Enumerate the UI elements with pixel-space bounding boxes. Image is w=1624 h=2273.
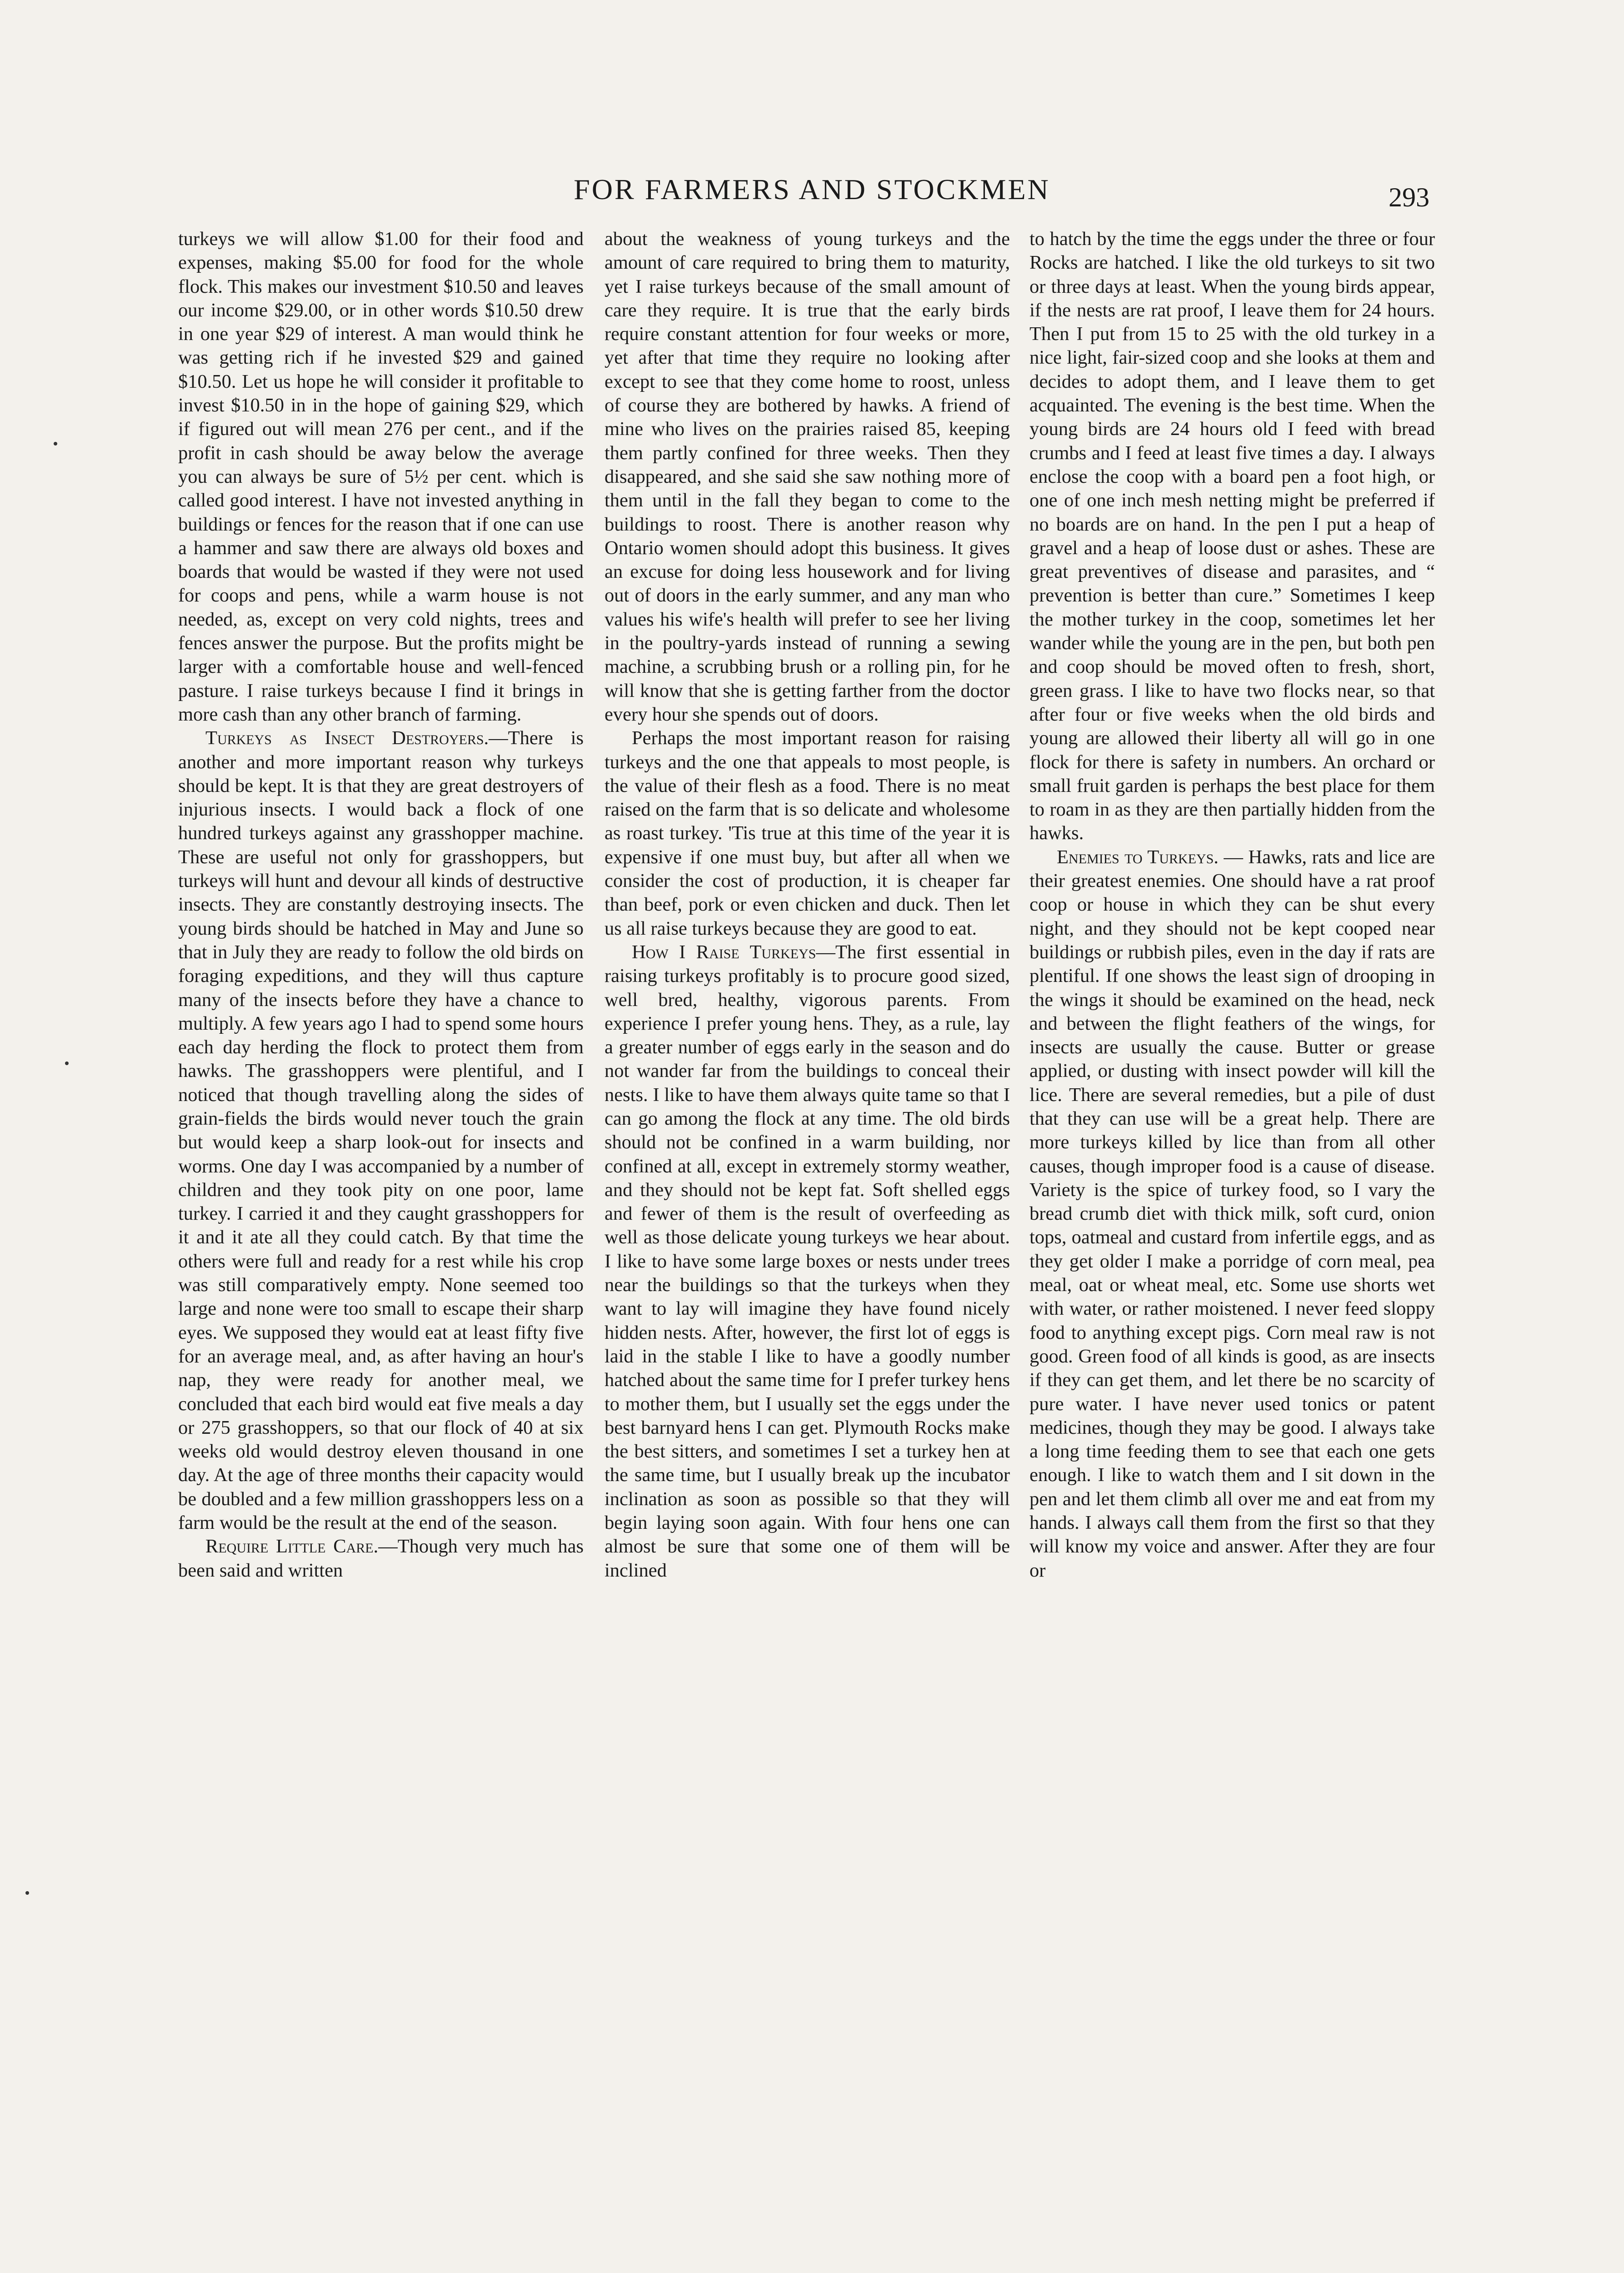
paragraph-text: —The first essential in raising turkeys profitably is to procure good sized, well bred, healthy, vigorous parents. From experience I prefer young hens. They, as a rule, lay a greater number of eggs early in the season and do not wander far from the buildings to conceal their nests. I like to have them always quite tame so that I can go among the flock at any time. The old birds should not be confined in a warm building, nor confined at all, except in extremely stormy weather, and they should not be kept fat. Soft shelled eggs and fewer of them is the result of overfeeding as well as those delicate young turkeys we hear about. I like to have some large boxes or nests under trees near the buildings so that the turkeys when they want to lay will imagine they have found nicely hidden nests. After, however, the first lot of eggs is laid in the stable I like to have a goodly number hatched about the same time for I prefer turkey hens to mother them, but I usually set the eggs under the best barnyard hens I can get. Plymouth Rocks make the best sitters, and sometimes I set a turkey hen at the same time, but I usually break up the incubator inclination as soon as possible so that they will begin laying soon again. With four hens one can almost be sure that some one of them will be inclined	[605, 941, 1010, 1581]
paragraph	[178, 227, 584, 726]
paragraph	[605, 227, 1010, 726]
paragraph	[1029, 846, 1435, 1582]
paragraph	[605, 941, 1010, 1582]
paragraph	[605, 726, 1010, 941]
text-column-2	[605, 227, 1010, 2218]
paragraph-text: —There is another and more important reason why turkeys should be kept. It is that they are great destroyers of injurious insects. I would back a flock of one hundred turkeys against any grasshopper machine. These are useful not only for grasshoppers, but turkeys will hunt and devour all kinds of destructive insects. They are constantly destroying insects. The young birds should be hatched in May and June so that in July they are ready to follow the old birds on foraging expeditions, and they will thus capture many of the insects before they have a chance to multiply. A few years ago I had to spend some hours each day herding the flock to protect them from hawks. The grasshoppers were plentiful, and I noticed that though travelling along the sides of grain-fields the birds would never touch the grain but would keep a sharp look-out for insects and worms. One day I was accompanied by a number of children and they took pity on one poor, lame turkey. I carried it and they caught grasshoppers for it and it ate all they could catch. By that time the others were full and ready for a rest while his crop was still comparatively empty. None seemed too large and none were too small to escape their sharp eyes. We supposed they would eat at least fifty five for an average meal, and, as after having an hour's nap, they were ready for another meal, we concluded that each bird would eat five meals a day or 275 grasshoppers, so that our flock of 40 at six weeks old would destroy eleven thousand in one day. At the age of three months their capacity would be doubled and a few million grasshoppers less on a farm would be the result at the end of the season.	[178, 727, 584, 1534]
page-number: 293	[1389, 182, 1429, 212]
paragraph-text: — Hawks, rats and lice are their greatest enemies. One should have a rat proof coop or house in which they can be shut every night, and they should not be kept cooped near buildings or rubbish piles, even in the day if rats are plentiful. If one shows the least sign of drooping in the wings it should be examined on the head, neck and between the flight feathers of the wings, for insects are usually the cause. Butter or grease applied, or dusting with insect powder will kill the lice. There are several remedies, but a pile of dust that they can use will be a great help. There are more turkeys killed by lice than from all other causes, though improper food is a cause of disease. Variety is the spice of turkey food, so I vary the bread crumb diet with thick milk, soft curd, onion tops, oatmeal and custard from infertile eggs, and as they get older I make a porridge of corn meal, pea meal, oat or wheat meal, etc. Some use shorts wet with water, or rather moistened. I never feed sloppy food to anything except pigs. Corn meal raw is not good. Green food of all kinds is good, as are insects if they can get them, and let there be no scarcity of pure water. I have never used tonics or patent medicines, though they may be good. I always take a long time feeding them to see that each one gets enough. I like to watch them and I sit down in the pen and let them climb all over me and eat from my hands. I always call them from the first so that they will know my voice and answer. After they are four or	[1029, 846, 1435, 1581]
section-heading: Turkeys as Insect Destroyers.	[205, 727, 489, 749]
scan-speck	[25, 1891, 29, 1895]
text-column-1	[178, 227, 584, 2218]
paragraph	[178, 726, 584, 1535]
paragraph-text: Perhaps the most important reason for raising turkeys and the one that appeals to most people, is the value of their flesh as a food. There is no meat raised on the farm that is so delicate and wholesome as roast turkey. 'Tis true at this time of the year it is expensive if one must buy, but after all when we consider the cost of production, it is cheaper far than beef, pork or even chicken and duck. Then let us all raise turkeys because they are good to eat.	[605, 727, 1010, 939]
paragraph-text: —Though very much has been said and written	[178, 1536, 584, 1581]
paragraph	[1029, 227, 1435, 846]
section-heading: Require Little Care.	[205, 1536, 379, 1557]
section-heading: How I Raise Turkeys	[632, 941, 816, 963]
text-column-3	[1029, 227, 1435, 2218]
scan-speck	[54, 442, 57, 446]
paragraph	[178, 1535, 584, 1582]
scan-speck	[65, 1061, 69, 1065]
paragraph-text: to hatch by the time the eggs under the three or four Rocks are hatched. I like the old turkeys to sit two or three days at least. When the young birds appear, if the nests are rat proof, I leave them for 24 hours. Then I put from 15 to 25 with the old turkey in a nice light, fair-sized coop and she looks at them and decides to adopt them, and I leave them to get acquainted. The evening is the best time. When the young birds are 24 hours old I feed with bread crumbs and I feed at least five times a day. I always enclose the coop with a board pen a foot high, or one of one inch mesh netting might be preferred if no boards are on hand. In the pen I put a heap of gravel and a heap of loose dust or ashes. These are great preventives of disease and parasites, and “ prevention is better than cure.” Sometimes I keep the mother turkey in the coop, sometimes let her wander while the young are in the pen, but both pen and coop should be moved often to fresh, short, green grass. I like to have two flocks near, so that after four or five weeks when the old birds and young are allowed their liberty all will go in one flock for there is safety in numbers. An orchard or small fruit garden is perhaps the best place for them to roam in as they are then partially hidden from the hawks.	[1029, 228, 1435, 844]
running-title: FOR FARMERS AND STOCKMEN	[574, 173, 1050, 205]
section-heading: Enemies to Turkeys.	[1057, 846, 1219, 868]
paragraph-text: about the weakness of young turkeys and the amount of care required to bring them to maturity, yet I raise turkeys because of the small amount of care they require. It is true that the early birds require constant attention for four weeks or more, yet after that time they require no looking after except to see that they come home to roost, unless of course they are bothered by hawks. A friend of mine who lives on the prairies raised 85, keeping them partly confined for three weeks. Then they disappeared, and she said she saw nothing more of them until in the fall they began to come to the buildings to roost. There is another reason why Ontario women should adopt this business. It gives an excuse for doing less housework and for living out of doors in the early summer, and any man who values his wife's health will prefer to see her living in the poultry-yards instead of running a sewing machine, a scrubbing brush or a rolling pin, for he will know that she is getting farther from the doctor every hour she spends out of doors.	[605, 228, 1010, 725]
paragraph-text: turkeys we will allow $1.00 for their food and expenses, making $5.00 for food for the whole flock. This makes our investment $10.50 and leaves our income $29.00, or in other words $10.50 drew in one year $29 of interest. A man would think he was getting rich if he invested $29 and gained $10.50. Let us hope he will consider it profitable to invest $10.50 in in the hope of gaining $29, which if figured out will mean 276 per cent., and if the profit in cash should be away below the average you can always be sure of 5½ per cent. which is called good interest. I have not invested anything in buildings or fences for the reason that if one can use a hammer and saw there are always old boxes and boards that would be wasted if they were not used for coops and pens, while a warm house is not needed, as, except on very cold nights, trees and fences answer the purpose. But the profits might be larger with a comfortable house and well-fenced pasture. I raise turkeys because I find it brings in more cash than any other branch of farming.	[178, 228, 584, 725]
